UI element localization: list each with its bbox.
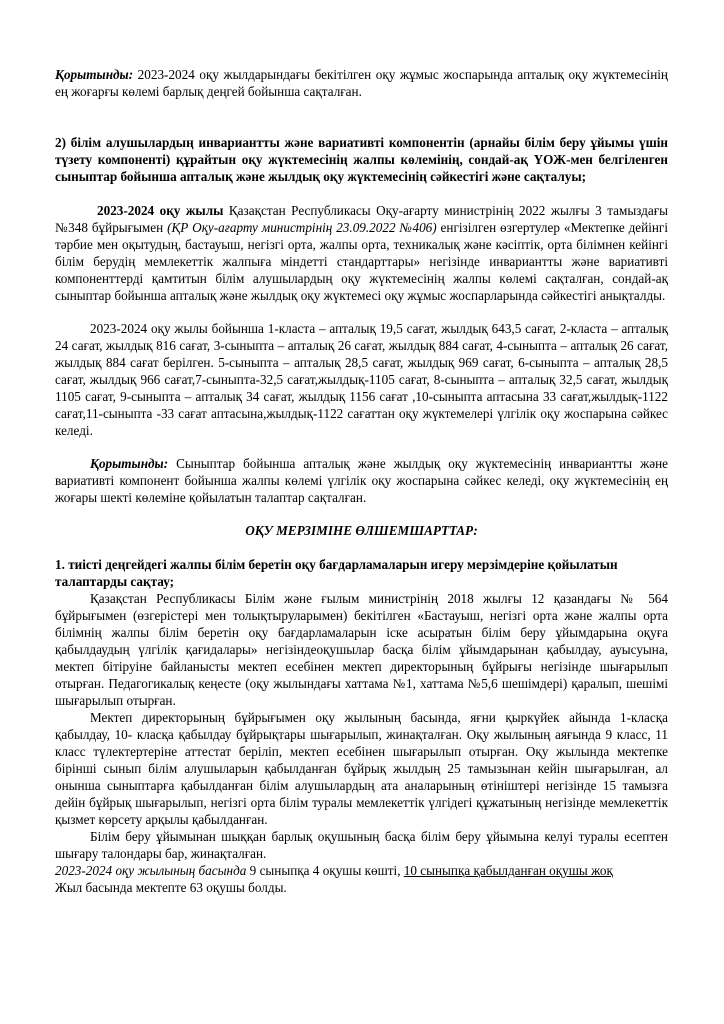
conclusion-1-text: 2023-2024 оқу жылдарындағы бекітілген оқу жұмыс жоспарында апталық оқу жүктемесінің ең жоғарғы көлемі барлық деңгей бойынша сақталған. [55,67,668,99]
section-2-heading: 2) білім алушылардың инвариантты және вариативті компонентін (арнайы білім беру ұйымы үшін түзету компоненті) құрайтын оқу жүктемесінің жалпы көлемінің, сондай-ақ ҮОЖ-мен белгіленген сыныптар бойынша апталық және жылдық оқу жүктемесінің сәйкестігі және сақталуы; [55,135,668,184]
start-of-year-text: 9 сыныпқа 4 оқушы көшті, [246,863,404,878]
conclusion-2-text: Сыныптар бойынша апталық және жылдық оқу жүктемесінің инвариантты және вариативті компонент бойынша жалпы көлемі үлгілік оқу жоспарына сәйкес келеді, оқу жүктемесінің ең жоғары шекті көлеміне қойылатын талаптар сақталған. [55,456,668,505]
conclusion-1-label: Қорытынды: [55,67,134,82]
order-text-2: енгізілген өзгертулер «Мектепке дейінгі тәрбие мен оқытудың, бастауыш, негізгі орта, жалпы орта, техникалық және кәсіптік, орта білімнен кейінгі білім берудің мемлекеттік жалпыға міндетті стандарттары» негізінде инвариантты және вариативті компоненттерді қамтитын білім алушылардың оқу жүктемесінің жалпы көлемі сақталған, сондай-ақ сыныптар бойынша апталық және жылдық оқу жүктемесі оқу жұмыс жоспарларында сәйкестігі анықталды. [55,220,668,303]
start-of-year-underlined: 10 сыныпқа қабылданған оқушы жоқ [403,863,613,878]
order-paragraph [55,202,668,304]
conclusion-2-label: Қорытынды: [90,456,169,471]
spacer [55,304,668,320]
order-text-1: Қазақстан Республикасы Оқу-ағарту министрінің 2022 жылғы 3 тамыздағы №348 бұйрығымен [55,203,668,235]
ministry-paragraph: Қазақстан Республикасы Білім және ғылым министрінің 2018 жылғы 12 қазандағы № 564 бұйрығымен (өзгерістері мен толықтыруларымен) бекітілген «Бастауыш, негізгі орта және жалпы орта білімнің жалпы білім беретін оқу бағдарламаларын іске асыратын білім беру ұйымдарына оқуға қабылдаудың үлгілік қағидалары» негізіндеоқушылар басқа білім ұйымдарынан қабылдау, ауысуына, мектеп бітіруіне байланысты мектеп есебінен мектеп директорының бұйрығы негізінде шығарылып отырған. Педагогикалық кеңесте (оқу жылындағы хаттама №1, хаттама №5,6 шешімдері) қаралып, шешімі шығарылып отырған. [55,591,668,708]
spacer [55,185,668,202]
item-1-heading: 1. тиісті деңгейдегі жалпы білім беретін оқу бағдарламаларын игеру мерзімдеріне қойылатын талаптарды сақтау; [55,557,618,589]
spacer [55,506,668,522]
spacer [55,539,668,556]
conclusion-2 [55,455,668,506]
start-of-year-paragraph [55,862,668,879]
organization-paragraph: Білім беру ұйымынан шыққан барлық оқушының басқа білім беру ұйымына келуі туралы есептен шығару талондары бар, жинақталған. [55,829,668,861]
spacer [55,100,668,134]
start-of-year-label: 2023-2024 оқу жылының басында [55,863,247,878]
director-paragraph: Мектеп директорының бұйрығымен оқу жылының басында, яғни қыркүйек айында 1-класқа қабылдау, 10- класқа қабылдау бұйрықтары шығарылып, жинақталған. Оқу жылының аяғында 9 класс, 11 класс түлектертеріне аттестат беріліп, мектеп есебінен шығарылып отырған. Оқу жылында мектепке бірінші сынып білім алушыларын қабылданған бұйрық жылдың 25 тамызынан кейін шығарылған, ал онынша сыныптарға қабылданған білім алушылардың ата аналарының өтініштері негізінде 15 тамызға дейін бұйрық шығарылып, негізгі орта білім туралы мемлекеттік үлгідегі құжатының негізінде мемлекеттік қызмет көрсету арқылы қабылданған. [55,710,668,827]
criteria-title: ОҚУ МЕРЗІМІНЕ ӨЛШЕМШАРТТАР: [245,523,478,538]
hours-paragraph: 2023-2024 оқу жылы бойынша 1-класта – апталық 19,5 сағат, жылдық 643,5 сағат, 2-класта – апталық 24 сағат, жылдық 816 сағат, 3-сыныпта – апталық 26 сағат, жылдық 884 сағат, 4-сыныпта – апталық 26 сағат, жылдық 884 сағат берілген. 5-сыныпта – апталық 28,5 сағат, жылдық 969 сағат, 6-сыныпта – апталық 28,5 сағат, жылдық 966 сағат,7-сыныпта-32,5 сағат,жылдық-1105 сағат, 8-сыныпта – апталық 32,5 сағат, жылдық 1105 сағат, 9-сыныпта – апталық 34 сағат, жылдық 1156 сағат ,10-сыныпта аптасына 33 сағат,жылдық-1122 сағат,11-сыныпта -33 сағат аптасына,жылдық-1122 сағаттан оқу жүктемелері үлгілік оқу жоспарына сәйкес келеді. [55,321,668,438]
spacer [55,439,668,455]
total-students-paragraph: Жыл басында мектепте 63 оқушы болды. [55,880,287,895]
conclusion-1 [55,66,668,100]
order-year: 2023-2024 оқу жылы [97,203,224,218]
order-reference: (ҚР Оқу-ағарту министрінің 23.09.2022 №406) [167,220,437,235]
